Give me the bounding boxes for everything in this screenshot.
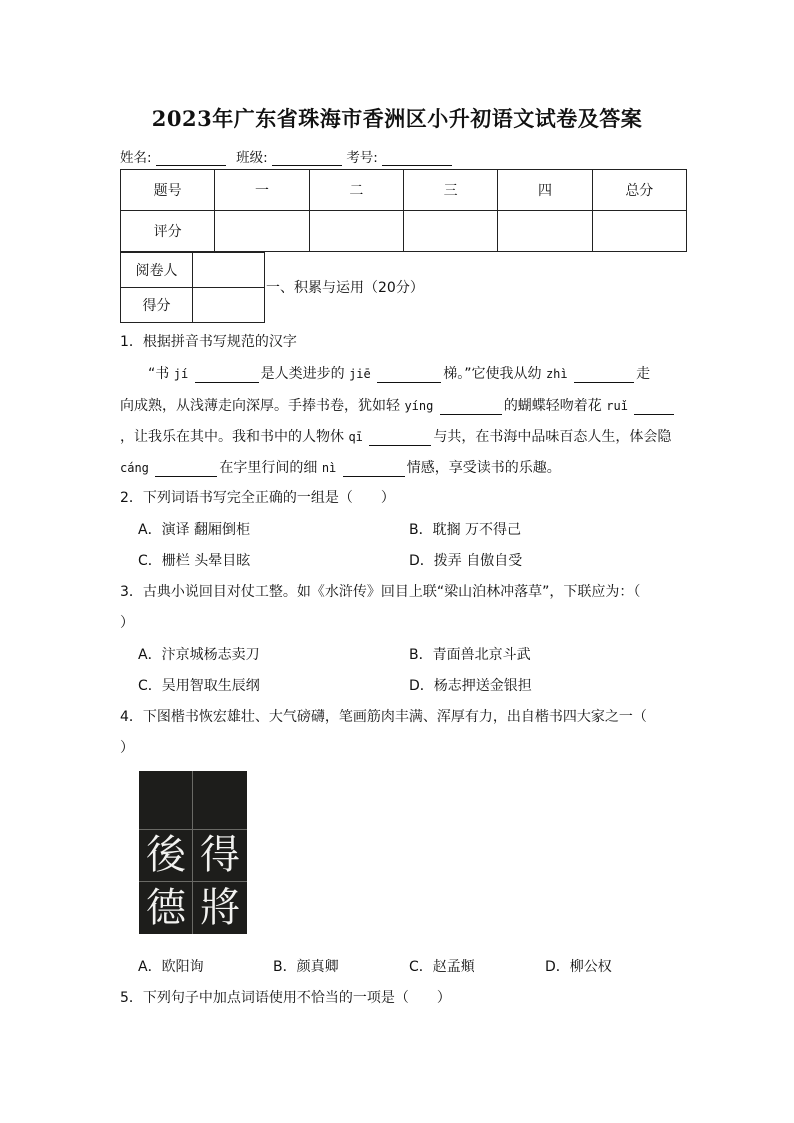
pinyin: zhì [545, 367, 568, 381]
exam-number-blank [382, 151, 452, 166]
score-cell [215, 211, 309, 252]
question-1-line-1 [148, 363, 650, 383]
question-3-title: 3．古典小说回目对仗工整。如《水浒传》回目上联“梁山泊林冲落草”，下联应为：（ [120, 584, 641, 600]
question-5-title: 5．下列句子中加点词语使用不恰当的一项是（ ） [120, 990, 451, 1006]
question-4-option-d: D．柳公权 [545, 959, 612, 975]
grader-score-cell [193, 288, 265, 323]
pinyin: ruǐ [606, 399, 628, 413]
calligraphy-character: 將 [200, 885, 240, 931]
page-title: 2023年广东省珠海市香洲区小升初语文试卷及答案 [151, 106, 643, 131]
pinyin: cáng [120, 461, 149, 475]
grid-line [139, 829, 247, 830]
class-label: 班级: [236, 150, 268, 166]
question-4-option-b: B．颜真卿 [273, 959, 339, 975]
grader-table [120, 252, 265, 323]
score-header-cell: 一 [215, 170, 309, 211]
text: ，让我乐在其中。我和书中的人物休 [120, 429, 344, 445]
answer-blank [343, 461, 405, 477]
text: 走 [636, 366, 651, 382]
answer-blank [369, 430, 431, 446]
calligraphy-character: 得 [200, 832, 240, 878]
score-cell [592, 211, 686, 252]
question-3-option-b: B．青面兽北京斗武 [409, 647, 531, 663]
text: 与共，在书海中品味百态人生，体会隐 [433, 429, 672, 445]
score-cell [403, 211, 497, 252]
pinyin: nì [321, 461, 337, 475]
answer-blank [377, 367, 441, 383]
question-4-title: 4．下图楷书恢宏雄壮、大气磅礴，笔画筋肉丰满、浑厚有力，出自楷书四大家之一（ [120, 709, 647, 725]
question-2-option-b: B．耽搁 万不得己 [409, 522, 522, 538]
text: 梯。”它使我从幼 [443, 366, 542, 382]
score-header-cell: 总分 [592, 170, 686, 211]
grader-score-label: 得分 [121, 288, 193, 323]
question-2-option-d: D．拨弄 自傲自受 [409, 553, 523, 569]
score-cell [309, 211, 403, 252]
pinyin: jí [173, 367, 189, 381]
class-blank [272, 151, 342, 166]
score-cell [498, 211, 592, 252]
text: 情感，享受读书的乐趣。 [406, 460, 561, 476]
question-4-option-c: C．赵孟頫 [409, 959, 475, 975]
name-label: 姓名: [120, 150, 152, 166]
question-3-title-cont: ） [120, 615, 134, 631]
score-table-row [121, 211, 687, 252]
grid-line [139, 881, 247, 882]
question-2-option-a: A．演译 翻厢倒柜 [138, 522, 251, 538]
pinyin: qī [348, 430, 363, 444]
grader-cell [193, 253, 265, 288]
answer-blank [155, 461, 217, 477]
answer-blank [634, 399, 674, 415]
question-2-title: 2．下列词语书写完全正确的一组是（ ） [120, 490, 395, 506]
calligraphy-image [139, 771, 247, 934]
grid-line [192, 771, 193, 934]
section-heading: 一、积累与运用（20分） [266, 280, 424, 296]
name-blank [156, 151, 226, 166]
text: 在字里行间的细 [219, 460, 318, 476]
answer-blank [574, 367, 634, 383]
score-header-cell: 题号 [121, 170, 215, 211]
score-table-header-row [121, 170, 687, 211]
answer-blank [440, 399, 502, 415]
question-3-option-c: C．吴用智取生辰纲 [138, 678, 260, 694]
question-3-option-d: D．杨志押送金银担 [409, 678, 532, 694]
text: 向成熟，从浅薄走向深厚。手捧书卷，犹如轻 [120, 398, 400, 414]
text: 的蝴蝶轻吻着花 [503, 398, 602, 414]
question-1-line-4 [120, 457, 561, 477]
text: “书 [148, 366, 170, 382]
exam-number-label: 考号: [346, 150, 378, 166]
calligraphy-character: 後 [146, 832, 186, 878]
pinyin: yíng [404, 399, 434, 413]
student-info-line [120, 146, 452, 166]
text: 是人类进步的 [260, 366, 345, 382]
calligraphy-character: 德 [146, 885, 186, 931]
score-header-cell: 三 [403, 170, 497, 211]
score-table [120, 169, 687, 252]
question-1-line-2 [120, 395, 676, 415]
question-4-title-cont: ） [120, 740, 134, 756]
score-header-cell: 二 [309, 170, 403, 211]
question-4-option-a: A．欧阳询 [138, 959, 204, 975]
grader-label: 阅卷人 [121, 253, 193, 288]
answer-blank [195, 367, 259, 383]
question-1-title: 1．根据拼音书写规范的汉字 [120, 334, 297, 350]
question-3-option-a: A．汴京城杨志卖刀 [138, 647, 260, 663]
score-row-label: 评分 [121, 211, 215, 252]
question-2-option-c: C．栅栏 头晕目眩 [138, 553, 251, 569]
score-header-cell: 四 [498, 170, 592, 211]
question-1-line-3 [120, 426, 671, 446]
pinyin: jiē [349, 367, 371, 381]
